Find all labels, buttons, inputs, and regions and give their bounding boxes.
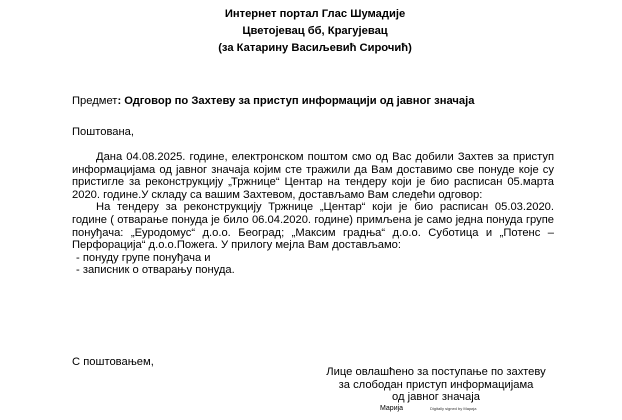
signatory-block — [316, 366, 556, 404]
closing: С поштовањем, — [72, 356, 154, 368]
recipient-line-1: Интернет портал Глас Шумадије — [224, 8, 406, 20]
recipient-line-3: (за Катарину Васиљевић Сирочић) — [218, 42, 412, 54]
digital-signature — [372, 405, 532, 420]
letter-body — [72, 151, 554, 277]
subject-text: : Одговор по Захтеву за приступ информацији од јавног значаја — [117, 95, 475, 107]
attachment-item: - понуду групе понуђача и — [76, 251, 211, 264]
signatory-line-3: од јавног значаја — [392, 391, 480, 404]
subject-line — [72, 95, 474, 107]
body-paragraph-1: Дана 04.08.2025. године, електронском поштом смо од Вас добили Захтев за приступ информацијама од јавног значаја којим сте тражили да Вам доставимо све понуде које су пристигле за реконструкцију „Тржнице“ Центар на тендеру који је био расписан 05.марта 2020. године.У складу са вашим Захтевом, достављамо Вам следећи одговор: — [72, 151, 554, 201]
recipient-line-2: Цветојевац бб, Крагујевац — [242, 25, 388, 37]
digital-signature-note: Digitally signed by Марија — [430, 406, 477, 411]
recipient-address — [200, 6, 430, 57]
subject-prefix: Предмет — [72, 95, 118, 107]
body-paragraph-2: На тендеру за реконструкцију Тржнице „Центар“ који је био расписан 05.03.2020. године ( отварање понуда је било 06.04.2020. године) примљена је само једна понуда групе понуђача: „Еуродомус“ д.о.о. Београд; „Максим градња“ д.о.о. Суботица и „Потенс – Перфорација“ д.о.о.Пожега. У прилогу мејла Вам достављамо: — [72, 201, 554, 252]
signatory-line-2: за слободан приступ информацијама — [338, 378, 534, 391]
attachment-item: - записник о отварању понуда. — [76, 264, 235, 277]
greeting: Поштована, — [72, 126, 135, 138]
signer-name: Марија — [380, 405, 404, 412]
signatory-line-1: Лице овлашћено за поступање по захтеву — [326, 366, 546, 378]
